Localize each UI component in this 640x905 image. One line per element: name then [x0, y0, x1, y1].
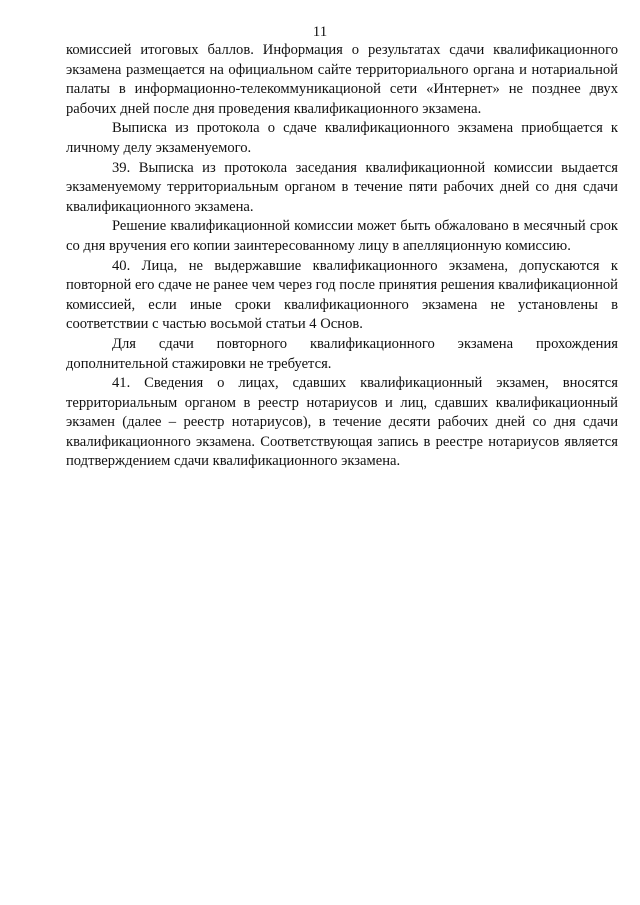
document-body: [66, 41, 618, 472]
paragraph-clause-39: 39. Выписка из протокола заседания квалификационной комиссии выдается экзаменуемому территориальным органом в течение пяти рабочих дней со дня сдачи квалификационного экзамена.: [66, 159, 618, 215]
page-number: 11: [312, 24, 328, 40]
paragraph-protocol-extract: Выписка из протокола о сдаче квалификационного экзамена приобщается к личному делу экзаменуемого.: [66, 120, 618, 156]
paragraph-clause-40: 40. Лица, не выдержавшие квалификационного экзамена, допускаются к повторной его сдаче не ранее чем через год после принятия решения квалификационной комиссией, если иные сроки квалификационного экзамена не установлены в соответствии с частью восьмой статьи 4 Основ.: [66, 257, 618, 333]
paragraph-continuation: комиссией итоговых баллов. Информация о результатах сдачи квалификационного экзамена размещается на официальном сайте территориального органа и нотариальной палаты в информационно-телекоммуникационой сети «Интернет» не позднее двух рабочих дней после дня проведения квалификационного экзамена.: [66, 42, 618, 117]
paragraph-appeal: Решение квалификационной комиссии может быть обжаловано в месячный срок со дня вручения его копии заинтересованному лицу в апелляционную комиссию.: [66, 218, 618, 254]
paragraph-repeat-exam: Для сдачи повторного квалификационного экзамена прохождения дополнительной стажировки не требуется.: [66, 335, 618, 372]
paragraph-clause-41: 41. Сведения о лицах, сдавших квалификационный экзамен, вносятся территориальным органом в реестр нотариусов и лиц, сдавших квалификационный экзамен (далее – реестр нотариусов), в течение десяти рабочих дней со дня сдачи квалификационного экзамена. Соответствующая запись в реестре нотариусов является подтверждением сдачи квалификационного экзамена.: [66, 375, 618, 470]
